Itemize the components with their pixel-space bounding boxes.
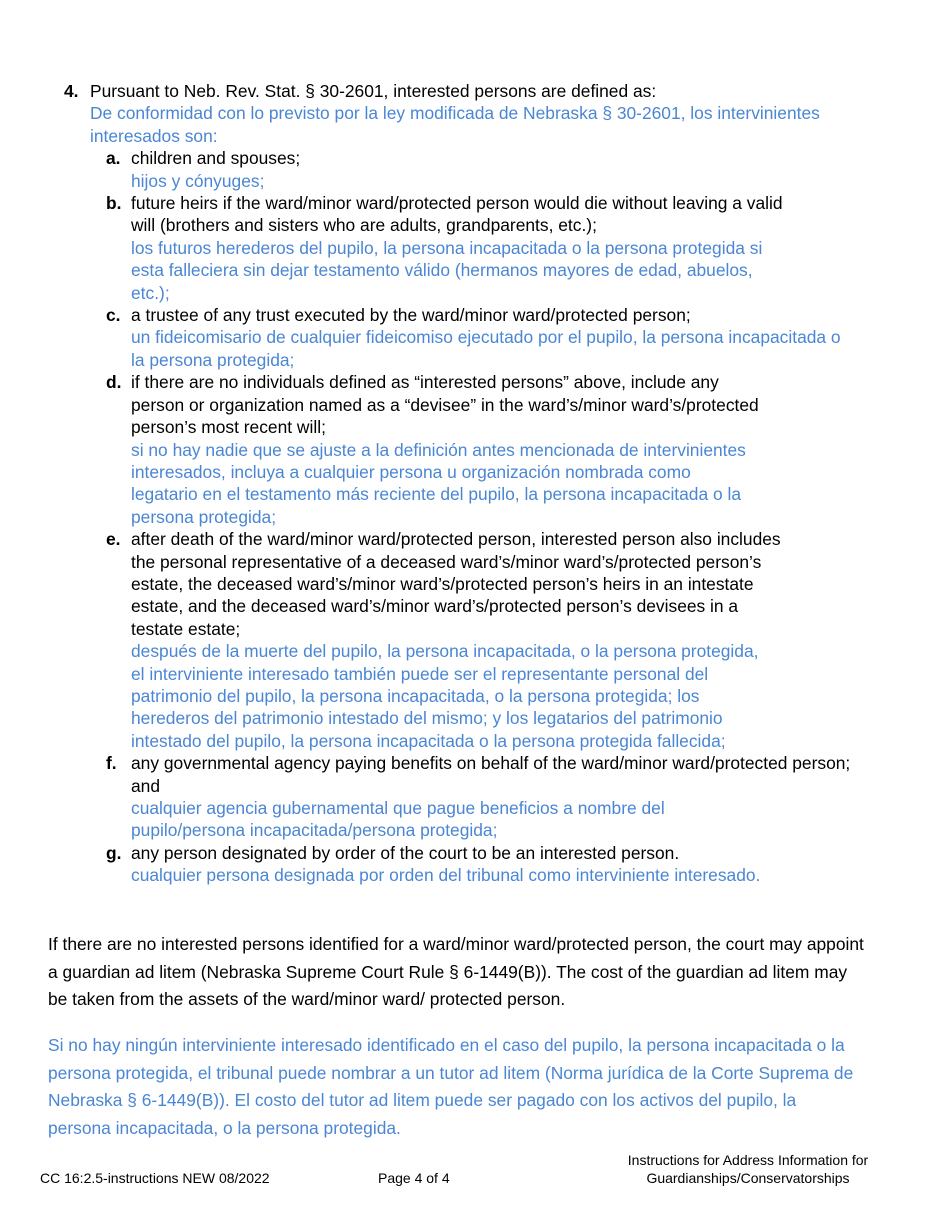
item-4-intro-es: De conformidad con lo previsto por la ley modificada de Nebraska § 30-2601, los intervinientes interesados son: (90, 103, 820, 146)
list-item-letter: g. (106, 842, 122, 863)
interested-persons-list (64, 147, 944, 886)
item-4-intro-en: Pursuant to Neb. Rev. Stat. § 30-2601, interested persons are defined as: (90, 81, 657, 101)
list-item (64, 192, 944, 304)
list-item-letter: c. (106, 305, 121, 326)
list-item (64, 528, 944, 752)
guardian-ad-litem-paragraph-es: Si no hay ningún interviniente interesado identificado en el caso del pupilo, la persona incapacitada o la persona protegida, el tribunal puede nombrar a un tutor ad litem (Norma jurídica de la Corte Suprema de Nebraska § 6-1449(B)). El costo del tutor ad litem puede ser pagado con los activos del pupilo, la persona incapacitada, o la persona protegida. (48, 1035, 854, 1138)
guardian-ad-litem-paragraph-en: If there are no interested persons identified for a ward/minor ward/protected person, the court may appoint a guardian ad litem (Nebraska Supreme Court Rule § 6-1449(B)). The cost of the guardian ad litem may be taken from the assets of the ward/minor ward/ protected person. (48, 934, 864, 1009)
footer-document-title (598, 1151, 898, 1187)
footer-title-line-2: Guardianships/Conservatorships (646, 1170, 850, 1186)
list-item (64, 371, 944, 528)
list-item (64, 752, 944, 842)
list-item-letter: a. (106, 148, 121, 169)
list-item-en: if there are no individuals defined as “interested persons” above, include any person or organization named as a “devisee” in the ward’s/minor ward’s/protected person’s most recent will; (131, 372, 759, 438)
list-item-es: un fideicomisario de cualquier fideicomiso ejecutado por el pupilo, la persona incapacitada o la persona protegida; (131, 327, 841, 370)
list-item-en: a trustee of any trust executed by the ward/minor ward/protected person; (131, 305, 691, 326)
list-item (64, 147, 944, 192)
list-item-letter: f. (106, 753, 117, 774)
item-4-number: 4. (64, 81, 79, 101)
list-item-en: children and spouses; (131, 148, 301, 169)
list-item-es: cualquier persona designada por orden del tribunal como interviniente interesado. (131, 865, 761, 886)
list-item-letter: e. (106, 529, 121, 550)
list-item-es: después de la muerte del pupilo, la persona incapacitada, o la persona protegida, el interviniente interesado también puede ser el representante personal del patrimonio del pupilo, la persona incapacitada, o la persona protegida; los herederos del patrimonio intestado del mismo; y los legatarios del patrimonio intestado del pupilo, la persona incapacitada o la persona protegida fallecida; (131, 641, 759, 751)
item-4-header (64, 80, 944, 147)
list-item-letter: d. (106, 372, 122, 393)
footer-title-line-1: Instructions for Address Information for (627, 1152, 869, 1168)
list-item-en: any person designated by order of the court to be an interested person. (131, 842, 680, 863)
list-item-en: after death of the ward/minor ward/protected person, interested person also includes the personal representative of a deceased ward’s/minor ward’s/protected person’s estate, the deceased ward’s/minor ward’s/protected person’s heirs in an intestate estate, and the deceased ward’s/minor ward’s/protected person’s devisees in a testate estate; (131, 529, 781, 639)
list-item-en: any governmental agency paying benefits on behalf of the ward/minor ward/protected person; and (131, 753, 851, 796)
item-4 (64, 80, 944, 887)
list-item (64, 842, 944, 887)
list-item-es: cualquier agencia gubernamental que pague beneficios a nombre del pupilo/persona incapacitada/persona protegida; (131, 798, 665, 841)
footer-form-id: CC 16:2.5-instructions NEW 08/2022 (40, 1170, 270, 1186)
list-item (64, 304, 944, 371)
list-item-es: los futuros herederos del pupilo, la persona incapacitada o la persona protegida si esta falleciera sin dejar testamento válido (hermanos mayores de edad, abuelos, etc.); (131, 237, 763, 303)
list-item-es: si no hay nadie que se ajuste a la definición antes mencionada de intervinientes interesados, incluya a cualquier persona u organización nombrada como legatario en el testamento más reciente del pupilo, la persona incapacitada o la persona protegida; (131, 439, 746, 527)
list-item-es: hijos y cónyuges; (131, 170, 265, 191)
list-item-en: future heirs if the ward/minor ward/protected person would die without leaving a valid will (brothers and sisters who are adults, grandparents, etc.); (131, 193, 783, 236)
footer-page-number: Page 4 of 4 (378, 1170, 450, 1186)
list-item-letter: b. (106, 193, 122, 214)
